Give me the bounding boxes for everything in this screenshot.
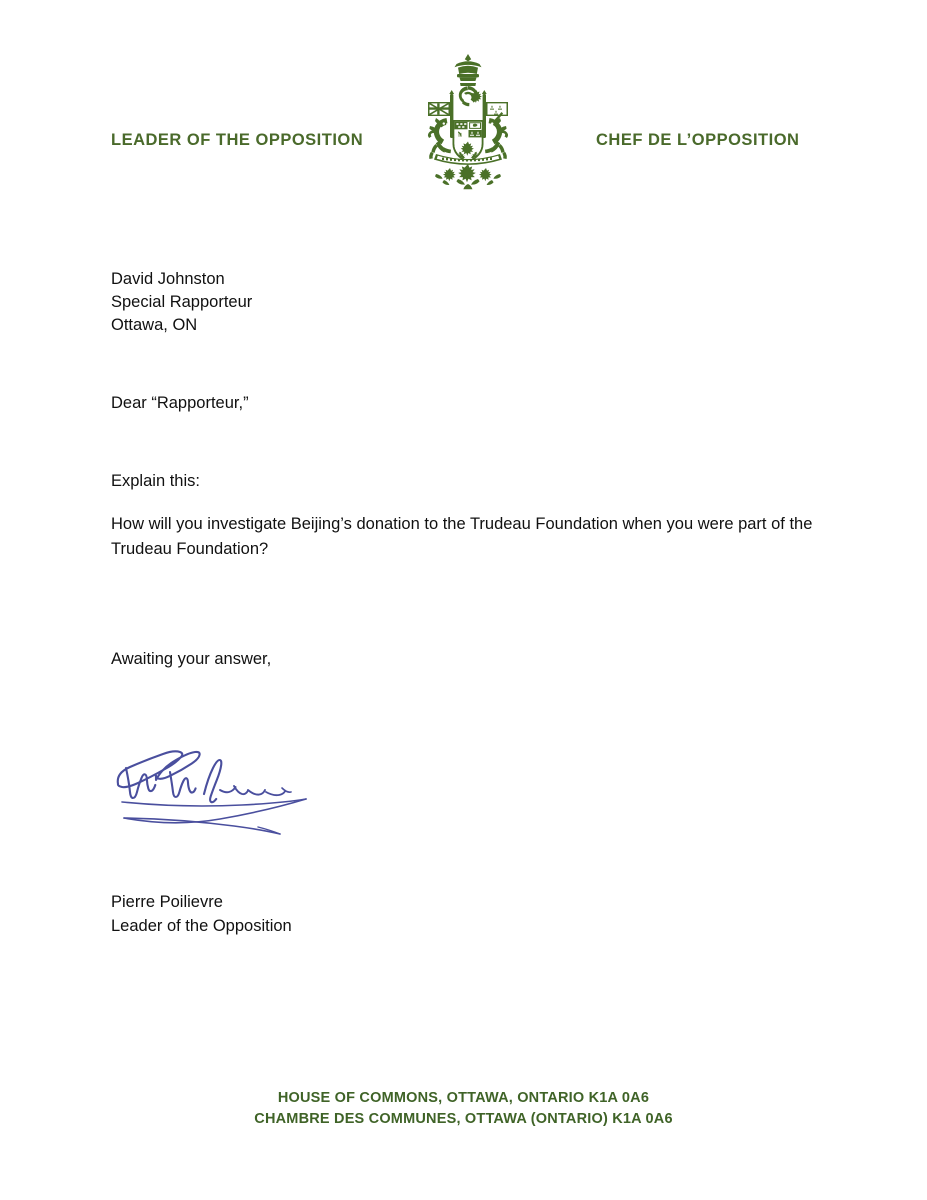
- letterhead-title-french: CHEF DE L’OPPOSITION: [596, 131, 800, 149]
- footer-line-french: CHAMBRE DES COMMUNES, OTTAWA (ONTARIO) K1A 0A6: [254, 1111, 673, 1127]
- coat-of-arms-of-canada-icon: [406, 48, 530, 196]
- letterhead: [0, 0, 927, 205]
- addressee-line-3: Ottawa, ON: [111, 316, 198, 334]
- question-paragraph: How will you investigate Beijing’s donation to the Trudeau Foundation when you were part of the Trudeau Foundation?: [111, 515, 813, 558]
- signer-title: Leader of the Opposition: [111, 917, 292, 935]
- addressee-block: [111, 268, 823, 337]
- footer: [0, 1088, 927, 1130]
- closing-line: Awaiting your answer,: [111, 650, 272, 668]
- footer-line-english: HOUSE OF COMMONS, OTTAWA, ONTARIO K1A 0A6: [277, 1090, 650, 1106]
- salutation: Dear “Rapporteur,”: [111, 394, 249, 412]
- letterhead-title-english: LEADER OF THE OPPOSITION: [111, 131, 364, 149]
- addressee-line-1: David Johnston: [111, 270, 225, 288]
- lead-in-paragraph: Explain this:: [111, 472, 200, 490]
- handwritten-signature-image: [108, 728, 358, 850]
- addressee-line-2: Special Rapporteur: [111, 293, 253, 311]
- signer-block: [111, 890, 292, 938]
- signer-name: Pierre Poilievre: [111, 893, 223, 911]
